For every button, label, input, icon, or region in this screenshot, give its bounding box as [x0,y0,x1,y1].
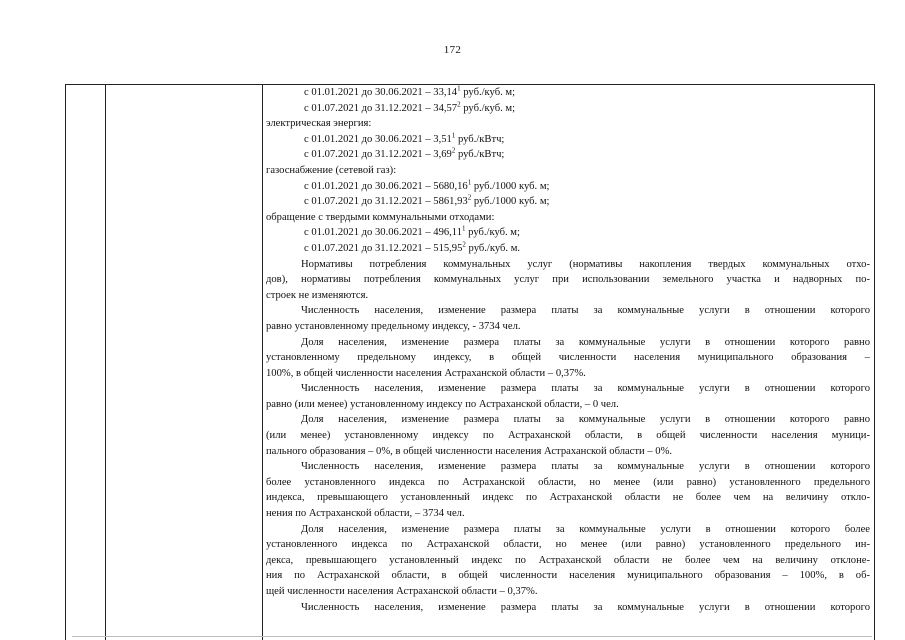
gas-tariff-line-2: с 01.07.2021 до 31.12.2021 – 5861,93$^2$ руб./1000 куб. м; [304,193,550,208]
paragraph-population-above-index [266,459,870,521]
paragraph-line: Нормативы потребления коммунальных услуг (нормативы накопления твердых коммунальных отхо- [301,258,870,270]
paragraph-line: декса, превышающего установленный индекс по Астраханской области не более чем на величину отклоне- [266,554,870,566]
paragraph-line: равно (или менее) установленному индексу по Астраханской области, – 0 чел. [266,398,619,410]
paragraph-population-below-index [266,381,870,412]
document-table [65,84,875,640]
paragraph-line: более установленного индекса по Астраханской области, но менее (или равно) установленного предельного [266,476,870,488]
paragraph-line: дов), нормативы потребления коммунальных услуг при использовании земельного участка и надворных по- [266,274,870,286]
paragraph-consumption-norms [266,257,870,304]
paragraph-line: (или менее) установленному индексу по Астраханской области, в общей численности населения муници- [266,430,870,442]
paragraph-line: Доля населения, изменение размера платы за коммунальные услуги в отношении которого равно [301,336,870,348]
bottom-rule [72,636,872,637]
paragraph-line: ния по Астраханской области, в общей численности населения муниципального образования – 100%, в об- [266,570,870,582]
paragraph-line: щей численности населения Астраханской области – 0,37%. [266,586,538,597]
water-tariff-line-1: с 01.01.2021 до 30.06.2021 – 33,14$^1$ руб./куб. м; [304,84,516,98]
waste-tariff-line-2: с 01.07.2021 до 31.12.2021 – 515,95$^2$ руб./куб. м. [304,240,521,254]
paragraph-share-below-index [266,412,870,459]
paragraph-line: строек не изменяются. [266,289,369,301]
content-cell [266,85,870,615]
waste-tariff-line-1: с 01.01.2021 до 30.06.2021 – 496,11$^1$ руб./куб. м; [304,224,520,239]
electricity-heading: электрическая энергия: [266,118,372,130]
paragraph-line: Доля населения, изменение размера платы за коммунальные услуги в отношении которого равно [301,414,870,426]
paragraph-line: индекса, превышающего установленный индекс по Астраханской области не более чем на величину откло- [266,492,870,504]
paragraph-line: Численность населения, изменение размера платы за коммунальные услуги в отношении которого [301,461,870,473]
paragraph-line: нения по Астраханской области, – 3734 чел. [266,508,465,520]
paragraph-line: Численность населения, изменение размера платы за коммунальные услуги в отношении которого [301,305,870,317]
paragraph-line: установленного индекса по Астраханской области, но менее (или равно) установленного предельного ин- [266,539,870,551]
paragraph-population-continued [266,600,870,616]
paragraph-line: Численность населения, изменение размера платы за коммунальные услуги в отношении которого [301,601,870,613]
paragraph-share-above-index [266,522,870,600]
waste-heading: обращение с твердыми коммунальными отходами: [266,211,495,223]
paragraph-line: Численность населения, изменение размера платы за коммунальные услуги в отношении которого [301,383,870,395]
page-number: 172 [443,44,462,56]
paragraph-population-equal-limit [266,303,870,334]
water-tariff-line-2: с 01.07.2021 до 31.12.2021 – 34,57$^2$ руб./куб. м; [304,100,516,114]
gas-heading: газоснабжение (сетевой газ): [266,164,397,176]
paragraph-line: установленному предельному индексу, в общей численности населения муниципального образования – [266,352,870,364]
column-divider-2 [262,85,263,640]
paragraph-line: равно установленному предельному индексу, - 3734 чел. [266,320,521,332]
paragraph-line: 100%, в общей численности населения Астраханской области – 0,37%. [266,367,586,379]
paragraph-line: Доля населения, изменение размера платы за коммунальные услуги в отношении которого более [301,523,870,535]
gas-tariff-line-1: с 01.01.2021 до 30.06.2021 – 5680,16$^1$ руб./1000 куб. м; [304,178,550,192]
electricity-tariff-line-2: с 01.07.2021 до 31.12.2021 – 3,69$^2$ руб./кВтч; [304,146,505,161]
paragraph-line: пального образования – 0%, в общей численности населения Астраханской области – 0%. [266,445,673,457]
column-divider-1 [105,85,106,640]
paragraph-share-equal-limit [266,335,870,382]
electricity-tariff-line-1: с 01.01.2021 до 30.06.2021 – 3,51$^1$ руб./кВтч; [304,131,505,145]
